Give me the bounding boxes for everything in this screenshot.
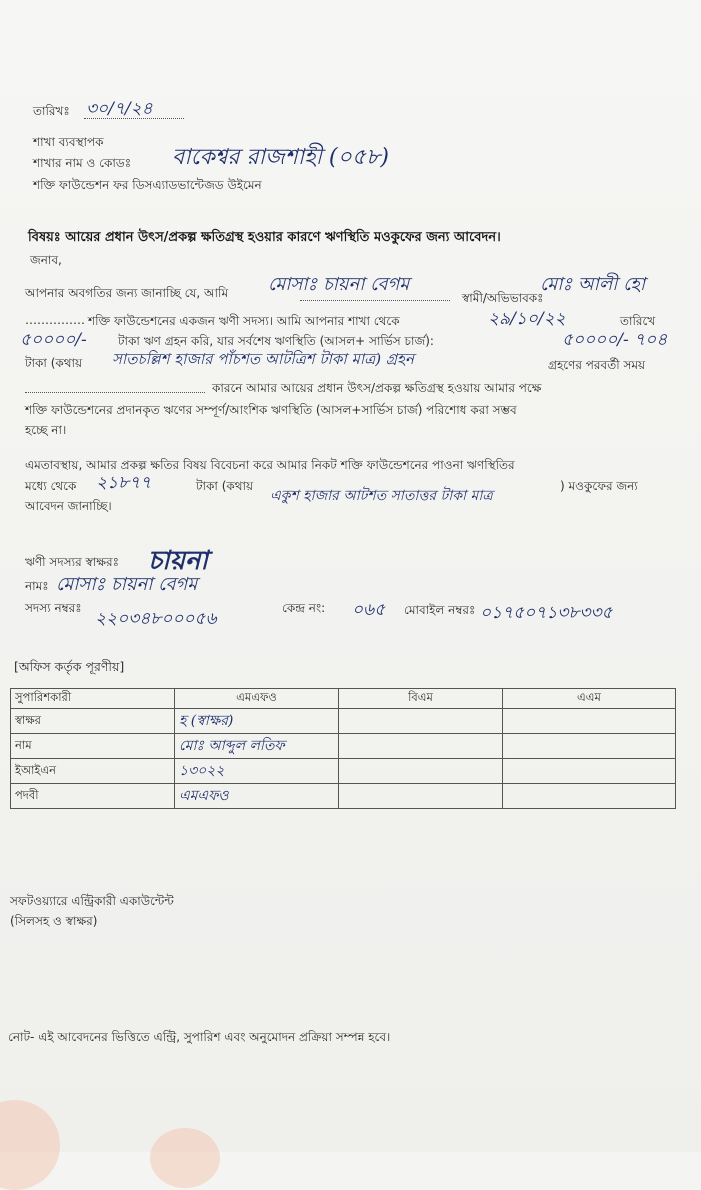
header-recommender: সুপারিশকারী [11,689,175,709]
member-name: মোসাঃ চায়না বেগম [56,574,198,595]
bm-cell [339,784,503,809]
table-row [11,709,676,734]
waiver-in-words: একুশ হাজার আটশত সাতাত্তর টাকা মাত্র [270,488,493,504]
body-line-6: শক্তি ফাউন্ডেশনের প্রদানকৃত ঋণের সম্পূর্ণ/আংশিক ঋণস্থিতি (আসল+সার্ভিস চার্জ) পরিশোধ করা সম্ভব [25,403,517,417]
row-label: পদবী [11,784,175,809]
office-label: [অফিস কর্তৃক পূরণীয়] [14,659,125,674]
body-line-4-end: গ্রহণের পরবর্তী সময় [548,358,646,372]
mfo-signature: হ (স্বাক্ষর) [175,709,339,734]
date-label: তারিখঃ [33,104,70,118]
finger-blur-right [150,1128,220,1188]
am-cell [503,734,676,759]
table-row [11,759,676,784]
body-line-2-end: তারিখে [620,314,656,328]
loan-amount: ৫০০০০/- [20,330,87,350]
guardian-name: মোঃ আলী হো [540,274,646,295]
loan-balance: ৫০০০০/- ৭০৪ [562,330,668,350]
branch-value: বাকেশ্বর রাজশাহী (০৫৮) [172,145,389,170]
date-dots [84,118,184,119]
balance-in-words: সাতচল্লিশ হাজার পাঁচশত আটত্রিশ টাকা মাত্র) গ্রহন [112,350,414,368]
body-line-7: হচ্ছে না। [25,423,67,437]
body-line-10: আবেদন জানাচ্ছি। [25,499,112,513]
body-line-4: টাকা (কথায় [25,356,83,370]
member-number-label: সদস্য নম্বরঃ [25,601,82,615]
salutation: জনাব, [30,253,62,267]
member-signature: চায়না [148,546,208,576]
member-number: ২২০৩৪৮০০০৫৬ [95,609,217,629]
mobile-number: ০১৭৫০৭১৩৮৩৩৫ [480,603,613,623]
subject-line: বিষয়ঃ আয়ের প্রধান উৎস/প্রকল্প ক্ষতিগ্রস্থ হওয়ার কারণে ঋণস্থিতি মওকুফের জন্য আবেদন। [28,230,501,245]
loan-date: ২৯/১০/২২ [488,309,566,329]
table-header-row [11,689,676,709]
applicant-name: মোসাঃ চায়না বেগম [268,274,410,295]
body-line-9-end: ) মওকুফের জন্য [560,479,638,493]
mfo-name: মোঃ আব্দুল লতিফ [175,734,339,759]
mobile-label: মোবাইল নম্বরঃ [404,603,476,617]
org-name: শক্তি ফাউন্ডেশন ফর ডিসএ্যাডভান্টেজড উইমেন [33,178,262,192]
bm-cell [339,759,503,784]
branch-label: শাখার নাম ও কোডঃ [33,156,132,170]
guardian-label: স্বামী/অভিভাবকঃ [462,291,544,305]
mfo-designation: এমএফও [175,784,339,809]
finger-blur-left [0,1100,60,1190]
header-bm: বিএম [339,689,503,709]
center-number: ০৬৫ [352,600,386,620]
member-name-label: নামঃ [25,579,49,593]
am-cell [503,709,676,734]
body-line-9-mid: টাকা (কথায় [196,479,254,493]
body-line-2: শক্তি ফাউন্ডেশনের একজন ঋণী সদস্য। আমি আপনার শাখা থেকে [88,314,400,328]
row-label: স্বাক্ষর [11,709,175,734]
software-line-1: সফটওয়্যারে এন্ট্রিকারী একাউন্টেন্ট [10,894,174,908]
body-line-5: কারনে আমার আয়ের প্রধান উৎস/প্রকল্প ক্ষতিগ্রস্থ হওয়ায় আমার পক্ষে [212,381,542,395]
am-cell [503,784,676,809]
body-line-9: মধ্যে থেকে [25,479,77,493]
software-line-2: (সিলসহ ও স্বাক্ষর) [10,914,98,928]
table-row [11,784,676,809]
date-value: ৩০/৭/২৪ [86,99,153,119]
row-label: নাম [11,734,175,759]
center-label: কেন্দ্র নং: [282,601,326,615]
recommendation-table [10,688,676,809]
body-line-3: টাকা ঋণ গ্রহন করি, যার সর্বশেষ ঋণস্থিতি (আসল+ সার্ভিস চার্জ): [118,334,434,348]
waiver-amount: ২১৮৭৭ [96,473,152,493]
header-mfo: এমএফও [175,689,339,709]
member-sign-label: ঋণী সদস্যর স্বাক্ষরঃ [25,555,119,569]
bm-cell [339,734,503,759]
mfo-ein: ১৩০২২ [175,759,339,784]
table-row [11,734,676,759]
header-am: এএম [503,689,676,709]
body-line-1: আপনার অবগতির জন্য জানাচ্ছি যে, আমি [25,286,229,300]
am-cell [503,759,676,784]
reason-dots [25,392,205,393]
manager-label: শাখা ব্যবস্থাপক [33,135,104,149]
body-line-8: এমতাবস্থায়, আমার প্রকল্প ক্ষতির বিষয় বিবেচনা করে আমার নিকট শক্তি ফাউন্ডেশনের পাওনা ঋণস্থিতির [25,458,515,472]
body-line-2-dots: …………… [25,313,85,327]
footer-note: নোট- এই আবেদনের ভিত্তিতে এন্ট্রি, সুপারিশ এবং অনুমোদন প্রক্রিয়া সম্পন্ন হবে। [8,1030,391,1044]
bm-cell [339,709,503,734]
row-label: ইআইএন [11,759,175,784]
